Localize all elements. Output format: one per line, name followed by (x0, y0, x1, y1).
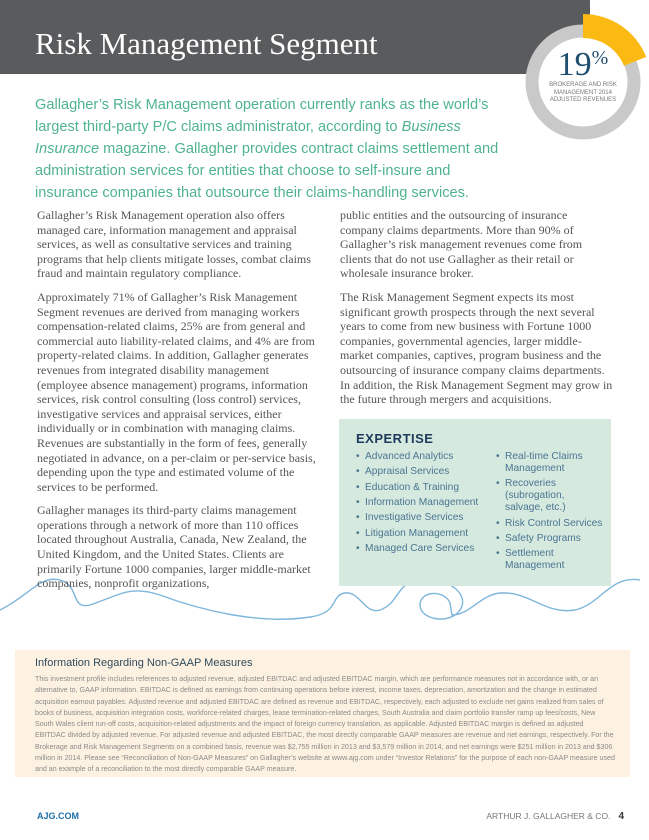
footer-company: ARTHUR J. GALLAGHER & CO. 4 (486, 811, 624, 822)
list-item: • Safety Programs (496, 533, 603, 545)
paragraph: Gallagher’s Risk Management operation also offers managed care, information management and appraisal services, as well as consultative services and training programs that help clients mitigate losses, combat claims fraud and maintain regulatory compliance. (37, 208, 311, 281)
paragraph: public entities and the outsourcing of insurance company claims departments. More than 90% of Gallagher’s risk management revenues come from clients that do not use Gallagher as their retail or wholesale insurance broker. (340, 208, 583, 281)
page-number: 4 (618, 811, 624, 822)
non-gaap-heading: Information Regarding Non-GAAP Measures (35, 657, 253, 669)
non-gaap-box (15, 650, 630, 777)
list-item: • Real-time Claims Management (496, 451, 603, 475)
paragraph: The Risk Management Segment expects its most significant growth prospects through the next several years to come from new business with Fortune 1000 companies, governmental agencies, larger middle-market companies, captives, program business and the outsourcing of insurance company claims departments. In addition, the Risk Management Segment may grow in the future through mergers and acquisitions. (340, 289, 613, 407)
expertise-heading: EXPERTISE (356, 430, 434, 446)
expertise-box (339, 419, 611, 586)
paragraph: Gallagher manages its third-party claims management operations through a network of more than 110 offices located throughout Australia, Canada, New Zealand, the United Kingdom, and the United States. Clients are primarily Fortune 1000 companies, larger middle-market companies, nonprofit organizations, (37, 503, 311, 591)
expertise-list-2 (496, 451, 603, 576)
list-item: • Settlement Management (496, 548, 603, 572)
page-title: Risk Management Segment (35, 26, 378, 61)
list-item: • Appraisal Services (356, 466, 488, 478)
intro-paragraph: Gallagher’s Risk Management operation currently ranks as the world’s largest third-party P/C claims administrator, according to Business Insurance magazine. Gallagher provides contract claims settlement and administration services for entities that choose to self-insure and insurance companies that outsource their claims-handling services. (35, 97, 499, 201)
body-right-column (340, 208, 614, 586)
list-item: • Information Management (356, 497, 488, 509)
list-item: • Managed Care Services (356, 543, 488, 555)
non-gaap-text: This investment profile includes references to adjusted revenue, adjusted EBITDAC and adjusted EBITDAC margin, which are performance measures not in accordance with, or an alternative to, GAAP information. EBITDAC is defined as earnings from continuing operations before interest, income taxes, depreciation, amortization and the change in estimated acquisition earnout payables. Adjusted revenue and adjusted EBITDAC are defined as revenue and EBITDAC, respectively, each adjusted to exclude net gains realized from sales of books of business, acquisition integration costs, workforce-related charges, lease termination-related charges, South Australia and claim portfolio transfer ramp up fees/costs, New South Wales client run-off costs, acquisition-related adjustments and the impact of foreign currency translation, as applicable. Adjusted EBITDAC margin is defined as adjusted EBITDAC divided by adjusted revenue. For adjusted revenue and adjusted EBITDAC, the most directly comparable GAAP measures are revenue and net earnings, respectively. For the Brokerage and Risk Management Segments on a combined basis, revenue was $2,755 million in 2013 and $3,579 million in 2014, and net earnings were $251 million in 2013 and $306 million in 2014. Please see “Reconciliation of Non-GAAP Measures” on Gallagher’s website at www.ajg.com under “Investor Relations” for the purpose of each non-GAAP measure used and an example of a reconciliation to the most directly comparable GAAP measure. (35, 675, 615, 774)
list-item: • Education & Training (356, 482, 488, 494)
stat-value: 19% (557, 46, 609, 83)
list-item: • Advanced Analytics (356, 451, 488, 463)
website-link[interactable]: AJG.COM (37, 811, 80, 821)
paragraph: Approximately 71% of Gallagher’s Risk Management Segment revenues are derived from managing workers compensation-related claims, 25% are from general and commercial auto liability-related claims, and 4% are from property-related claims. In addition, Gallagher generates revenues from integrated disability management (employee absence management) programs, information services, risk control consulting (loss control) services, investigative services and appraisal services, either individually or in combination with managing claims. Revenues are substantially in the form of fees, generally negotiated in advance, on a per-claim or per-service basis, depending upon the type and estimated volume of the services to be performed. (37, 289, 316, 494)
stat-label: BROKERAGE AND RISK MANAGEMENT 2014 ADJUSTED REVENUES (549, 82, 617, 103)
list-item: • Recoveries (subrogation, salvage, etc.) (496, 478, 603, 514)
list-item: • Investigative Services (356, 512, 488, 524)
list-item: • Litigation Management (356, 528, 488, 540)
body-left-column (37, 208, 317, 600)
list-item: • Risk Control Services (496, 518, 603, 530)
expertise-list-1 (356, 451, 488, 576)
